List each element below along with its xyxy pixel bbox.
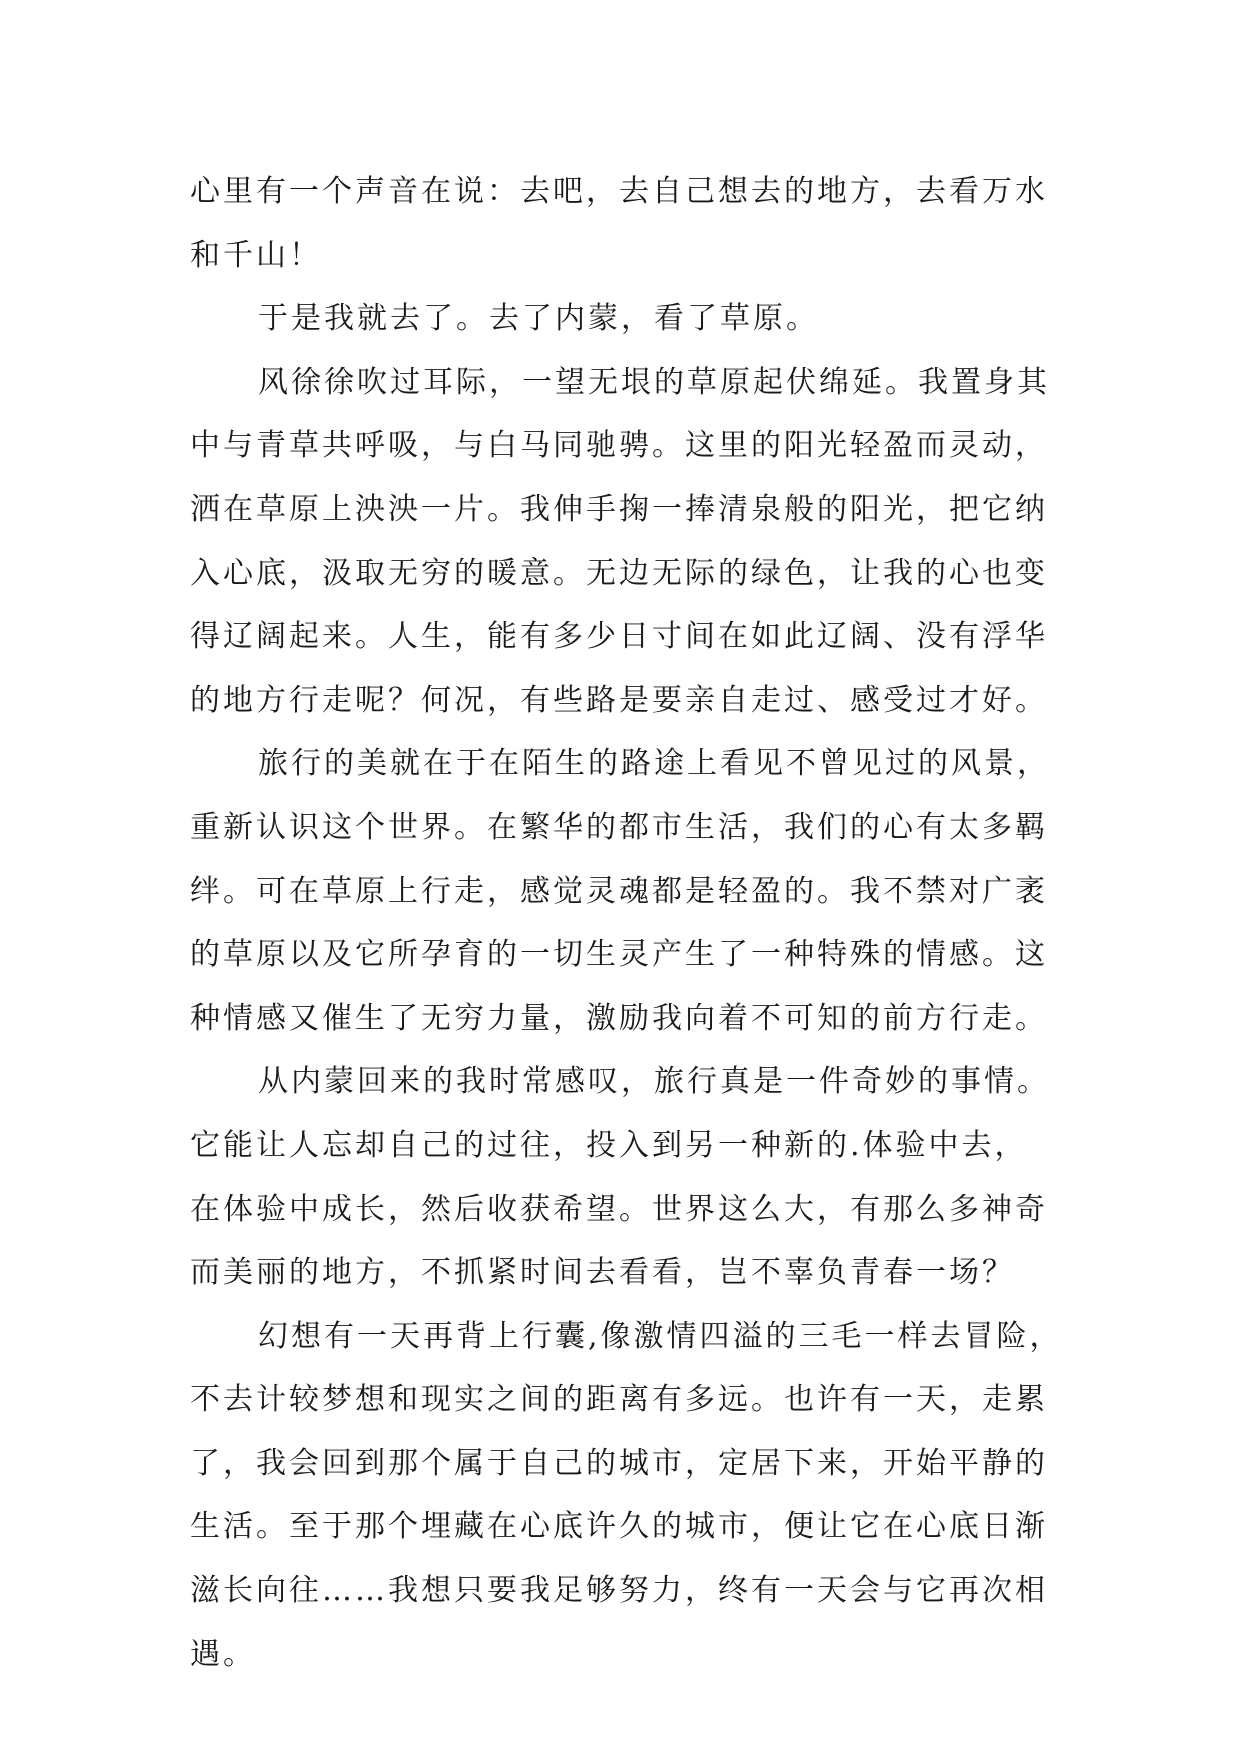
paragraph-first-line: 从内蒙回来的我时常感叹，旅行真是一件奇妙的事情。	[258, 1064, 1050, 1100]
text-line: 和千山！	[190, 237, 322, 273]
paragraph-first-line: 旅行的美就在于在陌生的路途上看见不曾见过的风景，	[258, 746, 1050, 782]
text-line: 不去计较梦想和现实之间的距离有多远。也许有一天，走累	[190, 1382, 1048, 1418]
text-line: 入心底，汲取无穷的暖意。无边无际的绿色，让我的心也变	[190, 555, 1048, 591]
text-line: 的草原以及它所孕育的一切生灵产生了一种特殊的情感。这	[190, 937, 1048, 973]
text-line: 种情感又催生了无穷力量，激励我向着不可知的前方行走。	[190, 1000, 1048, 1036]
text-line: 的地方行走呢？何况，有些路是要亲自走过、感受过才好。	[190, 682, 1048, 718]
text-line: 洒在草原上泱泱一片。我伸手掬一捧清泉般的阳光，把它纳	[190, 491, 1048, 527]
paragraph-first-line: 幻想有一天再背上行囊,像激情四溢的三毛一样去冒险，	[258, 1318, 1063, 1354]
text-line: 重新认识这个世界。在繁华的都市生活，我们的心有太多羁	[190, 809, 1048, 845]
paragraph-first-line: 于是我就去了。去了内蒙，看了草原。	[258, 301, 819, 337]
text-line: 遇。	[190, 1636, 256, 1672]
text-line: 得辽阔起来。人生，能有多少日寸间在如此辽阔、没有浮华	[190, 619, 1048, 655]
text-line: 生活。至于那个埋藏在心底许久的城市，便让它在心底日渐	[190, 1509, 1048, 1545]
text-line: 绊。可在草原上行走，感觉灵魂都是轻盈的。我不禁对广袤	[190, 873, 1048, 909]
text-line: 心里有一个声音在说：去吧，去自己想去的地方，去看万水	[190, 174, 1048, 209]
article-body	[190, 160, 1070, 1686]
text-line: 而美丽的地方，不抓紧时间去看看，岂不辜负青春一场？	[190, 1255, 1015, 1291]
text-line: 滋长向往……我想只要我足够努力，终有一天会与它再次相	[190, 1573, 1048, 1609]
text-line: 中与青草共呼吸，与白马同驰骋。这里的阳光轻盈而灵动，	[190, 428, 1048, 464]
text-line: 了，我会回到那个属于自己的城市，定居下来，开始平静的	[190, 1445, 1048, 1481]
text-line: 它能让人忘却自己的过往，投入到另一种新的.体验中去，	[190, 1127, 1028, 1163]
paragraph-first-line: 风徐徐吹过耳际，一望无垠的草原起伏绵延。我置身其	[258, 364, 1050, 400]
text-line: 在体验中成长，然后收获希望。世界这么大，有那么多神奇	[190, 1191, 1048, 1227]
